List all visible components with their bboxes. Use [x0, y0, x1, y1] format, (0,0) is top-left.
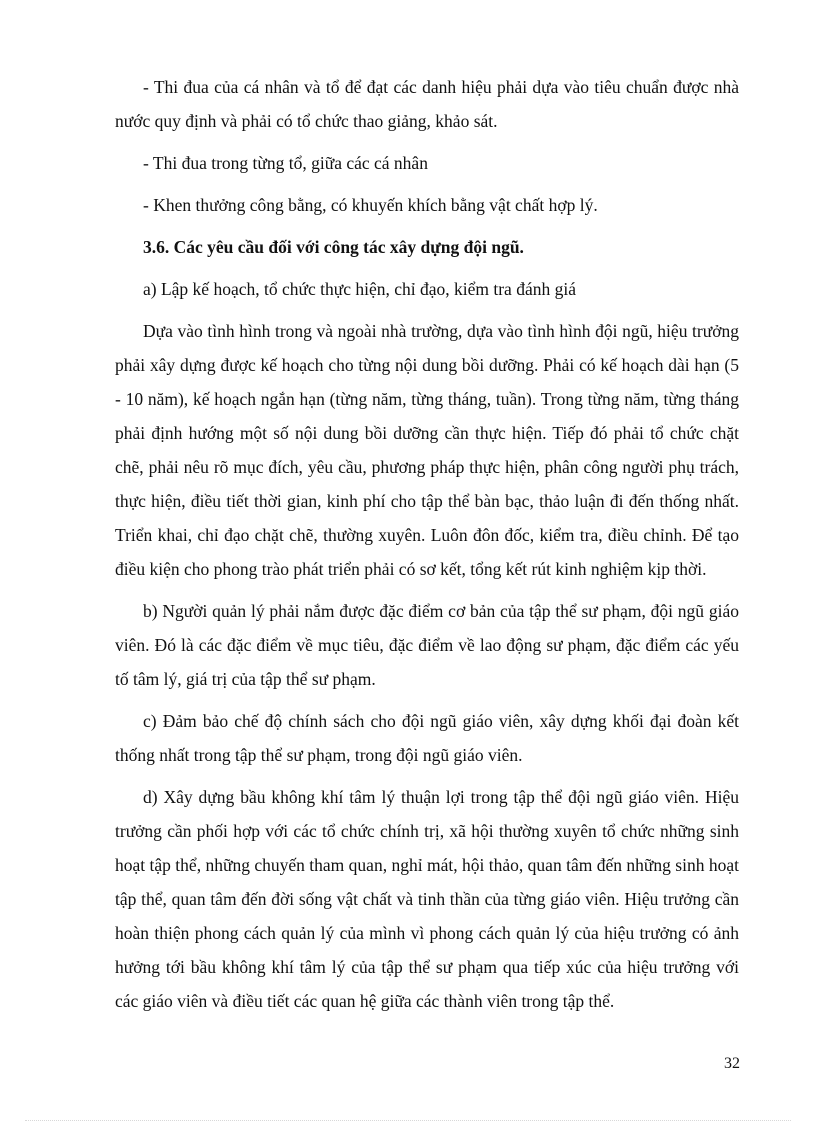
paragraph-bullet-1: - Thi đua của cá nhân và tổ để đạt các danh hiệu phải dựa vào tiêu chuẩn được nhà nước quy định và phải có tổ chức thao giảng, khảo sát. — [115, 77, 739, 131]
page-body — [115, 70, 739, 1026]
paragraph-a-body: Dựa vào tình hình trong và ngoài nhà trường, dựa vào tình hình đội ngũ, hiệu trưởng phải xây dựng được kế hoạch cho từng nội dung bồi dưỡng. Phải có kế hoạch dài hạn (5 - 10 năm), kế hoạch ngắn hạn (từng năm, từng tháng, tuần). Trong từng năm, từng tháng phải định hướng một số nội dung bồi dưỡng cần thực hiện. Tiếp đó phải tổ chức chặt chẽ, phải nêu rõ mục đích, yêu cầu, phương pháp thực hiện, phân công người phụ trách, thực hiện, điều tiết thời gian, kinh phí cho tập thể bàn bạc, thảo luận đi đến thống nhất. Triển khai, chỉ đạo chặt chẽ, thường xuyên. Luôn đôn đốc, kiểm tra, điều chỉnh. Để tạo điều kiện cho phong trào phát triển phải có sơ kết, tổng kết rút kinh nghiệm kịp thời. — [115, 321, 739, 579]
paragraph-bullet-3: - Khen thưởng công bằng, có khuyến khích bằng vật chất hợp lý. — [143, 195, 598, 215]
paragraph-bullet-2: - Thi đua trong từng tổ, giữa các cá nhân — [143, 153, 428, 173]
page-number: 32 — [724, 1055, 740, 1072]
paragraph-d: d) Xây dựng bầu không khí tâm lý thuận lợi trong tập thể đội ngũ giáo viên. Hiệu trưởng cần phối hợp với các tổ chức chính trị, xã hội thường xuyên tổ chức những sinh hoạt tập thể, những chuyến tham quan, nghỉ mát, hội thảo, quan tâm đến những sinh hoạt tập thể, quan tâm đến đời sống vật chất và tinh thần của từng giáo viên. Hiệu trưởng cần hoàn thiện phong cách quản lý của mình vì phong cách quản lý của hiệu trưởng có ảnh hưởng tới bầu không khí tâm lý của tập thể sư phạm qua tiếp xúc của hiệu trưởng với các giáo viên và điều tiết các quan hệ giữa các thành viên trong tập thể. — [115, 787, 739, 1011]
subsection-a-title: a) Lập kế hoạch, tổ chức thực hiện, chỉ đạo, kiểm tra đánh giá — [143, 279, 576, 299]
paragraph-c: c) Đảm bảo chế độ chính sách cho đội ngũ giáo viên, xây dựng khối đại đoàn kết thống nhất trong tập thể sư phạm, trong đội ngũ giáo viên. — [115, 711, 739, 765]
section-heading: 3.6. Các yêu cầu đối với công tác xây dựng đội ngũ. — [143, 237, 524, 257]
page-bottom-divider — [25, 1120, 791, 1121]
paragraph-b: b) Người quản lý phải nắm được đặc điểm cơ bản của tập thể sư phạm, đội ngũ giáo viên. Đó là các đặc điểm về mục tiêu, đặc điểm về lao động sư phạm, đặc điểm các yếu tố tâm lý, giá trị của tập thể sư phạm. — [115, 601, 739, 689]
